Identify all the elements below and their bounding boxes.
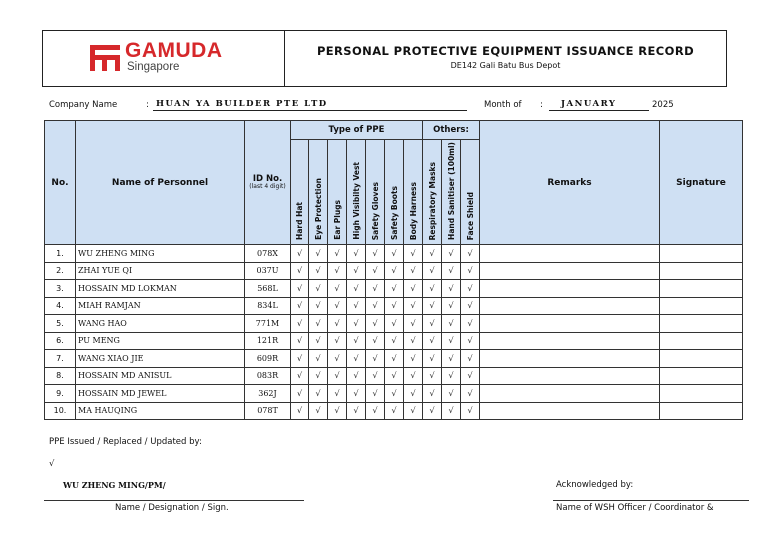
signature-cell [660, 402, 743, 420]
check-mark: √ [385, 315, 404, 333]
personnel-name: ZHAI YUE QI [76, 262, 245, 280]
signature-cell [660, 245, 743, 263]
remarks-cell [480, 385, 660, 403]
issuer-signature-line [44, 500, 304, 501]
check-mark: √ [442, 262, 461, 280]
table-row [45, 332, 743, 350]
check-mark: √ [442, 367, 461, 385]
header-ppe-type [404, 140, 423, 245]
check-mark: √ [309, 297, 328, 315]
table-row [45, 280, 743, 298]
header-id-label: ID No. [252, 173, 283, 184]
check-mark: √ [404, 262, 423, 280]
header-ppe-type [347, 140, 366, 245]
check-mark: √ [442, 280, 461, 298]
check-mark: √ [328, 315, 347, 333]
check-mark: √ [442, 402, 461, 420]
check-mark: √ [291, 245, 309, 263]
personnel-name: WU ZHENG MING [76, 245, 245, 263]
check-mark: √ [309, 262, 328, 280]
check-mark: √ [309, 367, 328, 385]
table-row [45, 385, 743, 403]
check-mark: √ [366, 245, 385, 263]
check-mark: √ [347, 262, 366, 280]
check-mark: √ [328, 297, 347, 315]
check-mark: √ [404, 297, 423, 315]
ppe-type-label: Safety Gloves [370, 181, 380, 240]
check-mark: √ [461, 367, 480, 385]
check-mark: √ [461, 297, 480, 315]
check-mark: √ [385, 332, 404, 350]
remarks-cell [480, 315, 660, 333]
table-row [45, 245, 743, 263]
document-subtitle: DE142 Gali Batu Bus Depot [450, 61, 561, 70]
check-mark: √ [442, 315, 461, 333]
ppe-type-label: Hard Hat [295, 202, 304, 240]
header-no: No. [45, 121, 76, 245]
company-sep: : [146, 100, 149, 110]
check-mark: √ [291, 402, 309, 420]
check-mark: √ [347, 385, 366, 403]
check-mark: √ [385, 262, 404, 280]
table-row [45, 262, 743, 280]
check-mark: √ [404, 315, 423, 333]
check-mark: √ [461, 280, 480, 298]
check-mark: √ [291, 280, 309, 298]
check-mark: √ [442, 350, 461, 368]
check-mark: √ [442, 385, 461, 403]
month-sep: : [540, 100, 543, 110]
personnel-id: 037U [245, 262, 291, 280]
row-number: 2. [45, 262, 76, 280]
check-mark: √ [291, 315, 309, 333]
check-mark: √ [328, 385, 347, 403]
check-mark: √ [385, 297, 404, 315]
document-title: PERSONAL PROTECTIVE EQUIPMENT ISSUANCE RECORD [316, 44, 695, 58]
company-name-value: HUAN YA BUILDER PTE LTD [156, 99, 328, 109]
check-mark: √ [291, 332, 309, 350]
check-mark: √ [442, 297, 461, 315]
check-mark: √ [461, 245, 480, 263]
check-mark: √ [328, 245, 347, 263]
row-number: 10. [45, 402, 76, 420]
personnel-name: PU MENG [76, 332, 245, 350]
personnel-id: 078T [245, 402, 291, 420]
check-mark: √ [328, 332, 347, 350]
gamuda-logo-icon [90, 45, 120, 71]
check-mark: √ [366, 385, 385, 403]
personnel-name: HOSSAIN MD LOKMAN [76, 280, 245, 298]
ppe-type-label: High Visibilty Vest [351, 162, 361, 240]
company-label: Company Name [49, 100, 118, 110]
table-row [45, 350, 743, 368]
personnel-id: 078X [245, 245, 291, 263]
check-mark: √ [461, 385, 480, 403]
check-mark: √ [423, 297, 442, 315]
check-mark: √ [385, 350, 404, 368]
check-mark: √ [291, 350, 309, 368]
table-row [45, 315, 743, 333]
row-number: 4. [45, 297, 76, 315]
check-mark: √ [423, 245, 442, 263]
check-mark: √ [347, 297, 366, 315]
header-type-of-ppe: Type of PPE [291, 121, 423, 140]
check-mark: √ [461, 315, 480, 333]
logo-box [42, 30, 285, 87]
check-mark: √ [461, 332, 480, 350]
check-mark: √ [423, 280, 442, 298]
check-mark: √ [366, 280, 385, 298]
check-mark: √ [309, 385, 328, 403]
personnel-id: 609R [245, 350, 291, 368]
acknowledged-caption: Name of WSH Officer / Coordinator & [556, 503, 714, 513]
check-mark: √ [423, 350, 442, 368]
check-mark: √ [423, 262, 442, 280]
personnel-id: 771M [245, 315, 291, 333]
remarks-cell [480, 332, 660, 350]
check-mark: √ [328, 280, 347, 298]
remarks-cell [480, 367, 660, 385]
check-mark: √ [347, 402, 366, 420]
check-mark: √ [404, 280, 423, 298]
personnel-id: 362J [245, 385, 291, 403]
header-ppe-type [442, 140, 461, 245]
remarks-cell [480, 262, 660, 280]
ppe-type-label: Respiratory Masks [427, 161, 437, 240]
check-mark: √ [328, 350, 347, 368]
check-mark: √ [423, 402, 442, 420]
acknowledged-signature-line [553, 500, 749, 501]
personnel-id: 083R [245, 367, 291, 385]
check-mark: √ [366, 297, 385, 315]
personnel-id: 568L [245, 280, 291, 298]
header-signature: Signature [660, 121, 743, 245]
check-mark: √ [461, 350, 480, 368]
check-mark: √ [291, 367, 309, 385]
check-mark: √ [309, 332, 328, 350]
ppe-type-label: Safety Boots [389, 186, 399, 240]
header-ppe-type [385, 140, 404, 245]
remarks-cell [480, 245, 660, 263]
table-row [45, 297, 743, 315]
check-mark: √ [309, 402, 328, 420]
remarks-cell [480, 280, 660, 298]
ppe-type-label: Hand Sanitiser (100ml) [446, 142, 456, 240]
remarks-cell [480, 297, 660, 315]
personnel-name: HOSSAIN MD JEWEL [76, 385, 245, 403]
ppe-type-label: Face Shield [465, 191, 475, 240]
ppe-type-label: Ear Plugs [332, 200, 342, 240]
header-ppe-type [461, 140, 480, 245]
check-mark: √ [385, 245, 404, 263]
header-others: Others: [423, 121, 480, 140]
table-row [45, 402, 743, 420]
signature-cell [660, 350, 743, 368]
check-mark: √ [404, 402, 423, 420]
check-mark: √ [366, 402, 385, 420]
check-mark: √ [347, 332, 366, 350]
check-mark: √ [347, 367, 366, 385]
signature-cell [660, 367, 743, 385]
check-mark: √ [291, 385, 309, 403]
check-mark: √ [404, 332, 423, 350]
row-number: 6. [45, 332, 76, 350]
title-box [285, 30, 727, 87]
check-mark: √ [423, 332, 442, 350]
header-ppe-type [328, 140, 347, 245]
issuer-name: WU ZHENG MING/PM/ [63, 480, 166, 490]
brand-name: GAMUDA [125, 39, 223, 62]
check-mark: √ [291, 297, 309, 315]
check-mark: √ [423, 315, 442, 333]
check-mark: √ [347, 315, 366, 333]
signature-cell [660, 315, 743, 333]
check-mark: √ [423, 385, 442, 403]
ppe-issuance-table [44, 120, 743, 420]
check-mark: √ [404, 350, 423, 368]
header-ppe-type [423, 140, 442, 245]
check-mark: √ [461, 402, 480, 420]
check-mark: √ [347, 245, 366, 263]
personnel-name: MA HAUQING [76, 402, 245, 420]
check-mark: √ [423, 367, 442, 385]
signature-cell [660, 332, 743, 350]
row-number: 3. [45, 280, 76, 298]
header-ppe-type [291, 140, 309, 245]
check-mark: √ [366, 367, 385, 385]
header-id [245, 121, 291, 245]
row-number: 7. [45, 350, 76, 368]
check-mark: √ [328, 262, 347, 280]
header-ppe-type [366, 140, 385, 245]
signature-cell [660, 297, 743, 315]
signature-cell [660, 262, 743, 280]
header-ppe-type [309, 140, 328, 245]
personnel-id: 121R [245, 332, 291, 350]
year-value: 2025 [652, 100, 674, 110]
check-mark: √ [404, 367, 423, 385]
signature-cell [660, 385, 743, 403]
remarks-cell [480, 402, 660, 420]
personnel-name: WANG HAO [76, 315, 245, 333]
check-mark: √ [385, 367, 404, 385]
signature-cell [660, 280, 743, 298]
check-mark: √ [385, 385, 404, 403]
check-mark: √ [366, 262, 385, 280]
check-mark: √ [461, 262, 480, 280]
acknowledged-label: Acknowledged by: [556, 480, 634, 490]
check-mark: √ [442, 332, 461, 350]
personnel-id: 834L [245, 297, 291, 315]
issued-by-label: PPE Issued / Replaced / Updated by: [49, 437, 202, 447]
check-mark: √ [347, 280, 366, 298]
check-mark: √ [442, 245, 461, 263]
brand-subtitle: Singapore [127, 61, 180, 73]
personnel-name: HOSSAIN MD ANISUL [76, 367, 245, 385]
check-mark: √ [366, 315, 385, 333]
check-mark: √ [366, 332, 385, 350]
check-mark: √ [404, 245, 423, 263]
issuer-caption: Name / Designation / Sign. [115, 503, 229, 513]
check-mark: √ [385, 402, 404, 420]
month-value: JANUARY [561, 99, 617, 109]
personnel-name: WANG XIAO JIE [76, 350, 245, 368]
check-mark: √ [385, 280, 404, 298]
row-number: 8. [45, 367, 76, 385]
row-number: 5. [45, 315, 76, 333]
check-mark: √ [347, 350, 366, 368]
check-mark: √ [328, 367, 347, 385]
row-number: 9. [45, 385, 76, 403]
check-mark: √ [328, 402, 347, 420]
month-label: Month of [484, 100, 522, 110]
header-id-note: (last 4 digit) [249, 183, 286, 191]
check-mark: √ [366, 350, 385, 368]
issued-check-mark: √ [49, 459, 55, 469]
personnel-name: MIAH RAMJAN [76, 297, 245, 315]
header-name: Name of Personnel [76, 121, 245, 245]
check-mark: √ [291, 262, 309, 280]
header-remarks: Remarks [480, 121, 660, 245]
check-mark: √ [309, 280, 328, 298]
check-mark: √ [309, 245, 328, 263]
check-mark: √ [404, 385, 423, 403]
check-mark: √ [309, 315, 328, 333]
table-row [45, 367, 743, 385]
ppe-type-label: Eye Protection [313, 178, 323, 240]
check-mark: √ [309, 350, 328, 368]
remarks-cell [480, 350, 660, 368]
ppe-type-label: Body Harness [408, 181, 418, 240]
row-number: 1. [45, 245, 76, 263]
